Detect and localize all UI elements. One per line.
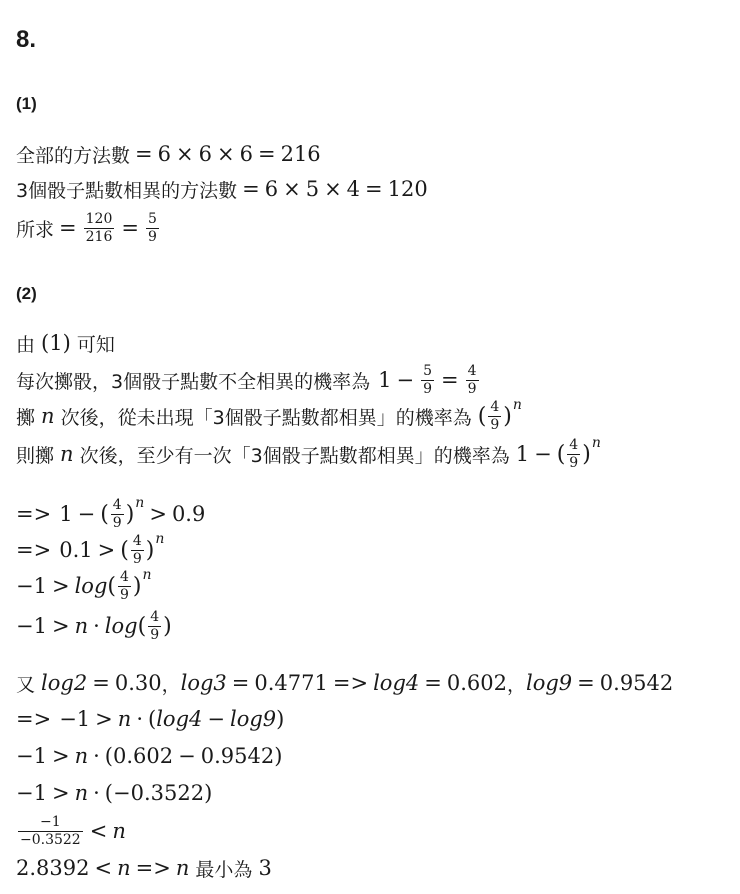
lhs: −1 xyxy=(16,614,47,638)
variable-n: n xyxy=(41,404,55,428)
open-paren: ( xyxy=(120,537,129,563)
close-paren: ) xyxy=(145,537,155,563)
denominator: 9 xyxy=(132,550,142,567)
given-logs xyxy=(16,665,673,701)
less-than: < xyxy=(89,819,108,843)
text: 次後，從未出現「3個骰子點數都相異」的機率為 xyxy=(54,406,478,429)
log2: log2 xyxy=(41,671,88,695)
greater-than: > xyxy=(51,614,70,638)
close-paren: ) xyxy=(582,441,591,467)
minus: − xyxy=(178,744,196,768)
exponent: n xyxy=(135,495,145,511)
variable-n: n xyxy=(117,707,132,731)
part-reference: (1) xyxy=(41,331,71,355)
equals: = xyxy=(257,142,276,166)
one: 1 xyxy=(515,442,530,466)
equals: = xyxy=(231,671,250,695)
log3: log3 xyxy=(180,671,227,695)
implies: => xyxy=(135,856,171,880)
exponent: n xyxy=(512,397,522,413)
exponent: n xyxy=(591,435,601,451)
denominator: 9 xyxy=(112,514,122,531)
denominator: 9 xyxy=(423,380,432,397)
fraction xyxy=(84,212,115,245)
numerator: 4 xyxy=(490,398,500,415)
open-paren: ( xyxy=(100,501,109,527)
value: 0.602 xyxy=(446,671,507,695)
numerator: 4 xyxy=(132,532,142,549)
equals: = xyxy=(441,368,459,392)
log4: log4 xyxy=(156,707,203,731)
numerator: 4 xyxy=(112,496,122,513)
text: 可知 xyxy=(70,333,115,356)
value: 0.9 xyxy=(171,502,206,526)
implies: => xyxy=(332,671,369,695)
part2-heading: (2) xyxy=(16,284,37,303)
text: 3個骰子點數相異的方法數 xyxy=(16,179,238,202)
greater-than: > xyxy=(51,781,70,805)
fraction xyxy=(488,400,501,433)
part2-line4 xyxy=(16,436,601,472)
exponent: n xyxy=(142,567,152,583)
lhs: −1 xyxy=(59,707,91,731)
exponent: n xyxy=(155,531,165,547)
log: log xyxy=(74,574,108,598)
text: 則擲 xyxy=(16,444,61,467)
fraction xyxy=(111,498,124,531)
value: 0.602 xyxy=(113,744,174,768)
lhs: −1 xyxy=(16,744,47,768)
numerator: 120 xyxy=(85,210,113,227)
open-paren: ( xyxy=(137,613,147,639)
value: 0.4771 xyxy=(254,671,328,695)
numerator: 4 xyxy=(119,568,129,585)
numerator: 5 xyxy=(423,362,432,379)
close-paren: ) xyxy=(125,501,135,527)
implies: => xyxy=(16,538,52,562)
text: 全部的方法數 xyxy=(16,144,131,167)
open-paren: ( xyxy=(104,744,113,768)
value: 0.9542 xyxy=(599,671,674,695)
greater-than: > xyxy=(149,502,167,526)
dot: · xyxy=(136,707,143,731)
part1-heading: (1) xyxy=(16,94,37,113)
open-paren: ( xyxy=(477,403,487,429)
fraction xyxy=(131,534,144,567)
step-4 xyxy=(16,608,172,644)
open-paren: ( xyxy=(148,707,157,731)
value: 0.30 xyxy=(114,671,162,695)
part2-line2 xyxy=(16,362,481,398)
one: 1 xyxy=(59,502,73,526)
fraction xyxy=(118,570,131,603)
text: 由 xyxy=(16,333,42,356)
times: × xyxy=(324,177,342,201)
lhs: −1 xyxy=(16,781,47,805)
num: 6 xyxy=(157,142,171,166)
variable-n: n xyxy=(175,856,190,880)
step-7 xyxy=(16,775,212,811)
variable-n: n xyxy=(74,614,89,638)
result: 120 xyxy=(387,177,428,201)
fraction xyxy=(567,438,580,471)
denominator: 9 xyxy=(147,228,157,245)
greater-than: > xyxy=(51,744,70,768)
numerator: 4 xyxy=(569,436,579,453)
fraction xyxy=(466,364,479,397)
part1-line1 xyxy=(16,136,321,172)
equals: = xyxy=(92,671,110,695)
close-paren: ) xyxy=(276,707,285,731)
step-1 xyxy=(16,496,205,532)
value: 0.9542 xyxy=(200,744,275,768)
value: 2.8392 xyxy=(16,856,90,880)
step-2 xyxy=(16,532,164,568)
open-paren: ( xyxy=(107,573,116,599)
part2-line3 xyxy=(16,398,522,434)
times: × xyxy=(176,142,194,166)
text: 又 xyxy=(16,673,42,696)
close-paren: ) xyxy=(163,613,172,639)
minus: − xyxy=(396,368,415,392)
problem-number: 8. xyxy=(16,26,37,53)
denominator: 216 xyxy=(85,228,113,245)
step-8 xyxy=(16,813,126,849)
greater-than: > xyxy=(51,574,70,598)
equals: = xyxy=(121,216,139,240)
text: 最小為 xyxy=(189,858,259,881)
variable-n: n xyxy=(60,442,74,466)
variable-n: n xyxy=(74,781,89,805)
denominator: 9 xyxy=(467,380,477,397)
dot: · xyxy=(93,614,100,638)
minus: − xyxy=(77,502,96,526)
denominator: 9 xyxy=(150,626,160,643)
denominator: 9 xyxy=(119,586,129,603)
greater-than: > xyxy=(95,707,113,731)
greater-than: > xyxy=(97,538,116,562)
minus: − xyxy=(207,707,225,731)
text: 擲 xyxy=(16,406,42,429)
equals: = xyxy=(365,177,383,201)
step-6 xyxy=(16,738,282,774)
log4: log4 xyxy=(373,671,420,695)
numerator: 4 xyxy=(467,362,477,379)
part1-line2 xyxy=(16,171,428,207)
lhs: −1 xyxy=(16,574,47,598)
num: 6 xyxy=(198,142,212,166)
step-5 xyxy=(16,701,284,737)
implies: => xyxy=(16,707,52,731)
numerator: 5 xyxy=(147,210,157,227)
text: 每次擲骰，3個骰子點數不全相異的機率為 xyxy=(16,370,371,393)
num: 6 xyxy=(239,142,253,166)
answer: 3 xyxy=(258,856,272,880)
value: (−0.3522) xyxy=(104,781,213,805)
result: 216 xyxy=(280,142,321,166)
num: 4 xyxy=(346,177,361,201)
separator: ， xyxy=(506,673,526,696)
numerator: −1 xyxy=(40,813,61,830)
num: 6 xyxy=(264,177,279,201)
close-paren: ) xyxy=(503,403,512,429)
part1-line3 xyxy=(16,210,161,246)
text: 所求 xyxy=(16,218,55,241)
log9: log9 xyxy=(526,671,573,695)
open-paren: ( xyxy=(556,441,566,467)
equals: = xyxy=(577,671,595,695)
times: × xyxy=(283,177,301,201)
denominator: 9 xyxy=(490,416,500,433)
fraction xyxy=(146,212,159,245)
step-3 xyxy=(16,568,152,604)
fraction xyxy=(148,610,161,643)
equals: = xyxy=(135,142,153,166)
dot: · xyxy=(93,744,100,768)
implies: => xyxy=(16,502,52,526)
dot: · xyxy=(93,781,100,805)
one: 1 xyxy=(378,368,392,392)
log9: log9 xyxy=(229,707,277,731)
denominator: −0.3522 xyxy=(20,831,81,848)
equals: = xyxy=(59,216,77,240)
times: × xyxy=(216,142,235,166)
part2-line1 xyxy=(16,325,115,361)
denominator: 9 xyxy=(569,454,579,471)
value: 0.1 xyxy=(59,538,93,562)
fraction xyxy=(421,364,434,397)
variable-n: n xyxy=(74,744,89,768)
close-paren: ) xyxy=(132,573,142,599)
minus: − xyxy=(534,442,552,466)
text: 次後，至少有一次「3個骰子點數都相異」的機率為 xyxy=(73,444,510,467)
log: log xyxy=(104,614,138,638)
variable-n: n xyxy=(112,819,126,843)
numerator: 4 xyxy=(150,608,160,625)
close-paren: ) xyxy=(274,744,283,768)
num: 5 xyxy=(305,177,320,201)
conclusion xyxy=(16,850,272,886)
separator: ， xyxy=(161,673,181,696)
equals: = xyxy=(424,671,442,695)
less-than: < xyxy=(94,856,113,880)
equals: = xyxy=(242,177,260,201)
variable-n: n xyxy=(117,856,131,880)
fraction xyxy=(18,815,83,848)
